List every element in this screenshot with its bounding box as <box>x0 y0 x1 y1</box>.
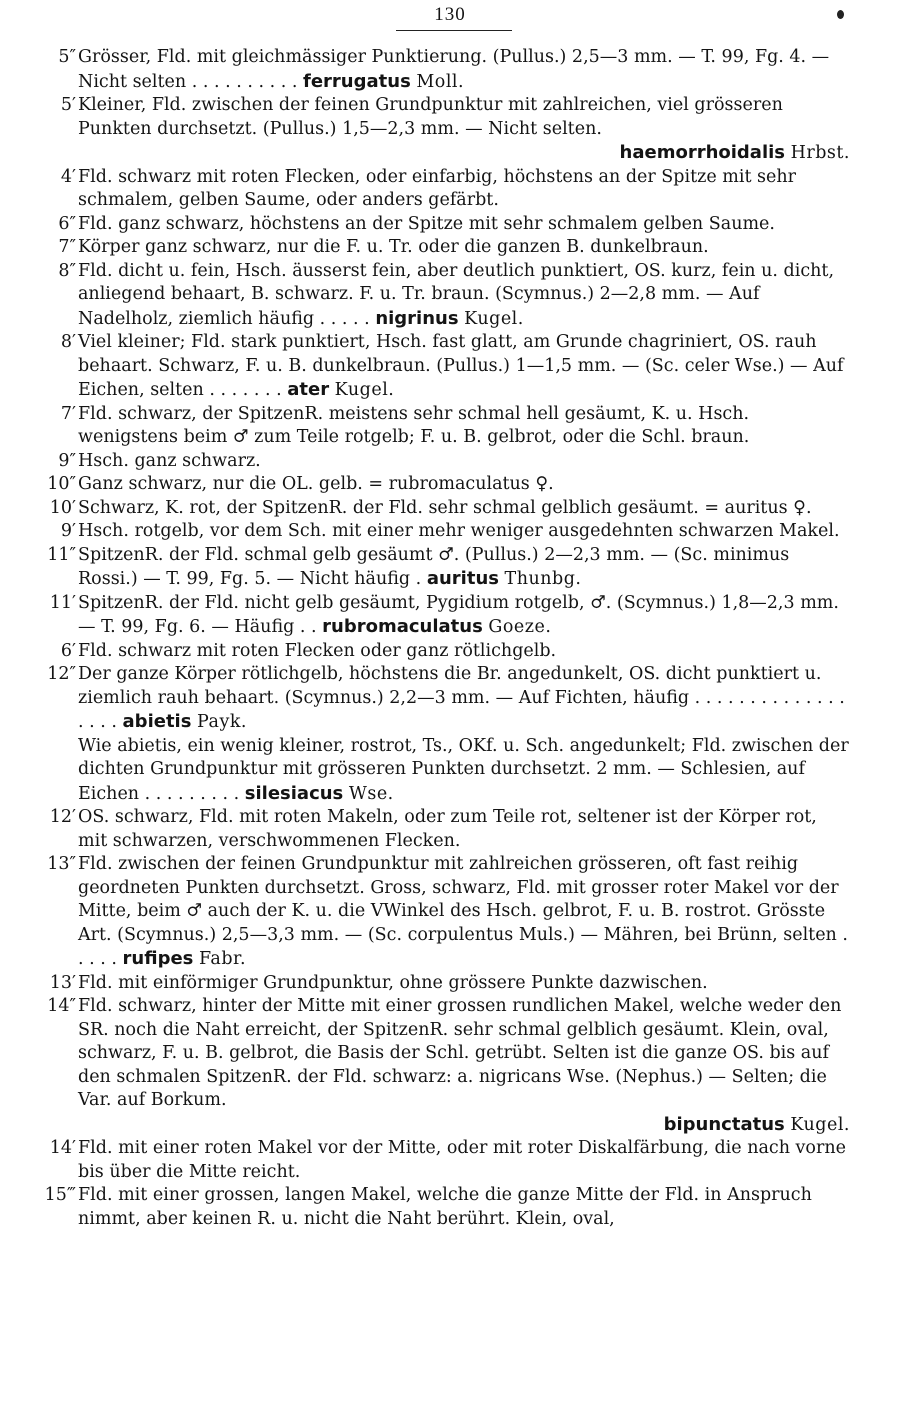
entry-text: Fld. mit einer grossen, langen Makel, welche die ganze Mitte der Fld. in Anspruch nimmt, aber keinen R. u. nicht die Naht berührt. Klein, oval, <box>78 1185 812 1229</box>
couplet-number: 11″ <box>47 544 76 565</box>
entry-text: Schwarz, K. rot, der SpitzenR. der Fld. sehr schmal gelblich gesäumt. = auritus ♀. <box>78 497 812 518</box>
species-author: Kugel. <box>334 380 395 400</box>
couplet-number: 5″ <box>58 47 76 67</box>
entry-text: Hsch. ganz schwarz. <box>78 450 261 471</box>
species-name: ater <box>287 379 330 400</box>
entry-text: Fld. schwarz, der SpitzenR. meistens sehr schmal hell gesäumt, K. u. Hsch. wenigstens beim ♂ zum Teile rotgelb; F. u. B. gelbrot, oder die Schl. braun. <box>78 403 750 447</box>
couplet-number: 15‴ <box>44 1185 76 1205</box>
species-author: Wse. <box>348 783 394 804</box>
entry-text: Fld. dicht u. fein, Hsch. äusserst fein, aber deutlich punktiert, OS. kurz, fein u. dicht, anliegend behaart, B. schwarz. F. u. Tr. braun. (Scymnus.) 2—2,8 mm. — Auf Nadelholz, ziemlich häufig . . . . . <box>78 260 835 329</box>
entry-text: Der ganze Körper rötlichgelb, höchstens die Br. angedunkelt, OS. dicht punktiert u. ziemlich rauh behaart. (Scymnus.) 2,2—3 mm. — Auf Fichten, häufig . . . . . . . . . . . . . . . . . . <box>78 664 845 732</box>
key-entry <box>40 853 850 972</box>
key-entry <box>40 260 850 332</box>
key-entry <box>40 972 850 996</box>
key-entry <box>40 497 850 521</box>
entry-text: Grösser, Fld. mit gleichmässiger Punktierung. (Pullus.) 2,5—3 mm. — T. 99, Fg. 4. — Nicht selten . . . . . . . . . . <box>78 47 830 92</box>
couplet-number: 14″ <box>47 996 76 1016</box>
couplet-number: 5′ <box>60 95 76 115</box>
species-author: Thunbg. <box>504 569 582 589</box>
key-entry <box>40 331 850 403</box>
entry-text: SpitzenR. der Fld. schmal gelb gesäumt ♂. (Pullus.) 2—2,3 mm. — (Sc. minimus Rossi.) — T. 99, Fg. 5. — Nicht häufig . <box>78 544 790 589</box>
key-entry <box>40 520 850 544</box>
couplet-number: 9″ <box>58 450 76 471</box>
species-name: auritus <box>426 568 499 589</box>
key-entry <box>40 473 850 497</box>
entry-text: Fld. zwischen der feinen Grundpunktur mit zahlreichen grösseren, oft fast reihig geordneten Punkten durchsetzt. Gross, schwarz, Fld. mit grosser roter Makel vor der Mitte, beim ♂ auch der K. u. die VWinkel des Hsch. gelbrot, F. u. B. rostrot. Grösste Art. (Scymnus.) 2,5—3,3 mm. — (Sc. corpulentus Muls.) — Mähren, bei Brünn, selten . . . . . <box>78 854 848 969</box>
key-entry <box>40 663 850 735</box>
couplet-number: 12″ <box>47 664 76 684</box>
couplet-number: 11′ <box>49 592 76 613</box>
key-entry <box>40 735 850 807</box>
entry-text: OS. schwarz, Fld. mit roten Makeln, oder zum Teile rot, seltener ist der Körper rot, mit schwarzen, verschwommenen Flecken. <box>78 807 817 851</box>
couplet-number: 14′ <box>49 1138 76 1158</box>
key-entry <box>40 592 850 640</box>
entry-text: Viel kleiner; Fld. stark punktiert, Hsch. fast glatt, am Grunde chagriniert, OS. rauh behaart. Schwarz, F. u. B. dunkelbraun. (Pullus.) 1—1,5 mm. — (Sc. celer Wse.) — Auf Eichen, selten . . . . . . . <box>78 332 844 400</box>
couplet-number: 4′ <box>60 166 76 187</box>
key-entry <box>40 640 850 664</box>
key-entry <box>40 166 850 213</box>
species-name: bipunctatus <box>663 1113 785 1135</box>
couplet-number: 6′ <box>60 640 76 661</box>
couplet-number: 10′ <box>49 497 76 518</box>
couplet-number: 10″ <box>47 474 76 494</box>
entry-text: Fld. mit einer roten Makel vor der Mitte, oder mit roter Diskalfärbung, die nach vorne bis über die Mitte reicht. <box>78 1138 846 1182</box>
species-author: Kugel. <box>790 1114 850 1135</box>
species-name: nigrinus <box>375 307 459 329</box>
key-entry <box>40 806 850 853</box>
species-name: ferrugatus <box>303 70 411 92</box>
key-entry <box>40 544 850 592</box>
couplet-number: 7′ <box>60 403 76 424</box>
couplet-number: 7″ <box>58 237 76 257</box>
key-entry <box>40 46 850 94</box>
species-name: silesiacus <box>244 782 344 804</box>
species-name: haemorrhoidalis <box>619 142 786 163</box>
couplet-number: 6″ <box>58 213 76 234</box>
entry-text: Hsch. rotgelb, vor dem Sch. mit einer mehr weniger ausgedehnten schwarzen Makel. <box>78 521 840 541</box>
species-author: Goeze. <box>488 617 552 637</box>
species-author: Payk. <box>197 712 247 732</box>
couplet-number: 13″ <box>47 854 76 874</box>
species-name: rufipes <box>122 948 194 969</box>
key-entry <box>40 450 850 474</box>
couplet-number: 8′ <box>60 332 76 352</box>
species-author: Moll. <box>416 71 465 92</box>
entry-text: Fld. schwarz mit roten Flecken, oder einfarbig, höchstens an der Spitze mit sehr schmalem, gelben Saume, oder anders gefärbt. <box>78 166 797 210</box>
couplet-number: 12′ <box>49 807 76 827</box>
couplet-number: 13′ <box>49 972 76 993</box>
header-rule <box>396 30 512 31</box>
key-entry <box>40 403 850 450</box>
entry-text: Fld. schwarz, hinter der Mitte mit einer grossen rundlichen Makel, welche weder den SR. noch die Naht erreicht, der SpitzenR. sehr schmal gelblich gesäumt. Klein, oval, schwarz, F. u. B. gelbrot, die Basis der Schl. getrübt. Selten ist die ganze OS. bis auf den schmalen SpitzenR. der Fld. schwarz: a. nigricans Wse. (Nephus.) — Selten; die Var. auf Borkum. <box>78 996 842 1110</box>
entry-text: Kleiner, Fld. zwischen der feinen Grundpunktur mit zahlreichen, viel grösseren Punkten durchsetzt. (Pullus.) 1,5—2,3 mm. — Nicht selten. <box>78 95 783 139</box>
entry-text: Körper ganz schwarz, nur die F. u. Tr. oder die ganzen B. dunkelbraun. <box>78 237 709 257</box>
key-entry <box>40 995 850 1137</box>
key-entry <box>40 236 850 260</box>
entry-text: Fld. ganz schwarz, höchstens an der Spitze mit sehr schmalem gelben Saume. <box>78 213 775 234</box>
couplet-number: 9′ <box>60 521 76 541</box>
entry-text: Wie abietis, ein wenig kleiner, rostrot, Ts., OKf. u. Sch. angedunkelt; Fld. zwischen der dichten Grundpunktur mit grösseren Punkten durchsetzt. 2 mm. — Schlesien, auf Eichen . . . . . . . . . <box>78 735 849 804</box>
key-entry <box>40 1184 850 1231</box>
species-author: Kugel. <box>464 308 524 329</box>
ink-spot <box>837 10 844 19</box>
entry-text: Fld. schwarz mit roten Flecken oder ganz rötlichgelb. <box>78 640 557 661</box>
species-name: abietis <box>122 711 192 732</box>
key-entry <box>40 1137 850 1184</box>
entry-text: Fld. mit einförmiger Grundpunktur, ohne grössere Punkte dazwischen. <box>78 972 708 993</box>
page-number: 130 <box>434 4 466 25</box>
species-author: Fabr. <box>198 949 247 969</box>
species-author: Hrbst. <box>790 143 850 163</box>
entry-text: Ganz schwarz, nur die OL. gelb. = rubromaculatus ♀. <box>78 474 554 494</box>
species-name: rubromaculatus <box>322 616 483 637</box>
key-entry <box>40 213 850 237</box>
key-text <box>40 46 850 1231</box>
entry-text: SpitzenR. der Fld. nicht gelb gesäumt, Pygidium rotgelb, ♂. (Scymnus.) 1,8—2,3 mm. — T. 99, Fg. 6. — Häufig . . <box>78 592 839 637</box>
key-entry <box>40 94 850 166</box>
couplet-number: 8″ <box>58 260 76 281</box>
